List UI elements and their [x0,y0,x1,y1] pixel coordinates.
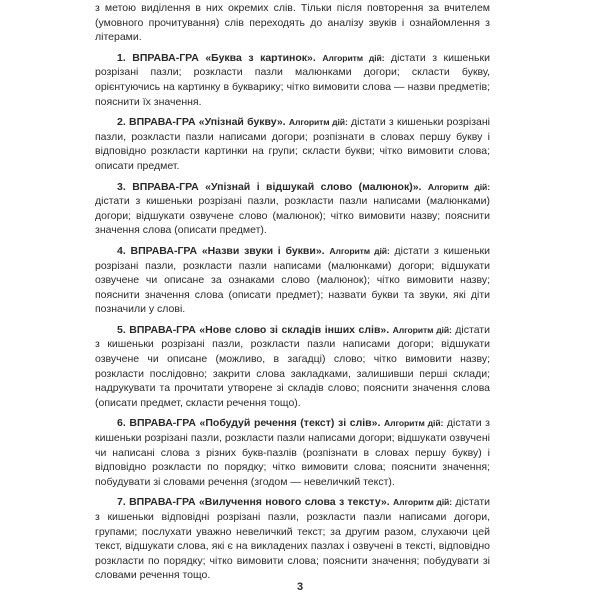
exercise-3-heading: 3. ВПРАВА-ГРА «Упізнай і відшукай слово (малюнок)». [117,180,422,193]
exercise-5-heading: 5. ВПРАВА-ГРА «Нове слово зі складів інших слів». [117,323,390,336]
exercise-3-algorithm-label: Алгоритм дій: [427,181,490,192]
exercise-4-body: дістати з кишеньки розрізані пазли, розкласти пазли написами (малюнками) догори; відшукати озвучене чи описане за ознаками слово (малюнок); чітко вимовити назву; пояснити значення слова (описати предмет); назвати букви та звуки, які діти позначили у слові. [95,244,490,316]
exercise-7 [95,495,490,583]
exercise-1 [95,51,490,109]
exercise-5-body: дістати з кишеньки розрізані пазли, розкласти пазли написами догори; відшукати озвучене чи описане (можливо, в загадці) слово; чітко вимовити назву; розкласти послідовно; закрити слова закладками, залишивши перші склади; надрукувати та прочитати утворене зі складів слово; пояснити значення слова (описати предмет, скласти речення тощо). [95,323,490,409]
exercise-5-algorithm-label: Алгоритм дій: [392,324,452,335]
exercise-5 [95,323,490,411]
intro-paragraph: з метою виділення в них окремих слів. Тільки після повторення за вчителем (умовного прочитування) слів переходять до аналізу звуків і ознайомлення з літерами. [95,2,490,44]
exercise-4-algorithm-label: Алгоритм дій: [329,245,390,256]
exercise-7-heading: 7. ВПРАВА-ГРА «Вилучення нового слова з тексту». [117,496,390,509]
exercise-4-heading: 4. ВПРАВА-ГРА «Назви звуки і букви». [117,244,325,257]
exercise-2-body: дістати з кишеньки розрізані пазли, розкласти пазли написами догори; розпізнати в словах першу букву і відповідно розкласти картинки на групи; скласти букви; чітко вимовити слова; описати предмет. [95,116,491,172]
exercise-6-body: дістати з кишеньки розрізані пазли, розкласти пазли написами догори; відшукати озвучені чи написані слова з різних букв-пазлів (розпізнати в словах першу букву) і відповідно розкласти по порядку; чітко вимовити слова; пояснити значення; побудувати зі словами речення (згодом — невеличкий текст). [95,417,491,488]
exercise-3 [95,180,490,238]
exercise-2-heading: 2. ВПРАВА-ГРА «Упізнай букву». [117,116,286,129]
page-number: 3 [296,581,304,593]
exercise-7-body: дістати з кишеньки відповідні розрізані пазли, розкласти пазли написами догори, групами; послухати уважно невеличкий текст; за другим разом, слухаючи цей текст, відшукати слова, які є на викладених пазлах і озвучені в тексті, відповідно розкласти по порядку; чітко вимовити слова; пояснити значення; побудувати зі словами речення тощо. [95,496,491,582]
exercise-1-algorithm-label: Алгоритм дій: [322,52,385,63]
exercise-2-algorithm-label: Алгоритм дій: [288,117,348,128]
exercise-6-algorithm-label: Алгоритм дій: [384,418,444,429]
exercise-3-body: дістати з кишеньки розрізані пазли, розкласти пазли написами (малюнками) догори; відшукати озвучене слово (малюнок); чітко вимовити назву; пояснити значення слова (описати предмет). [95,195,490,237]
exercise-2 [95,115,490,173]
exercise-7-algorithm-label: Алгоритм дій: [393,497,452,508]
page-body [95,0,490,583]
exercise-6 [95,416,490,489]
exercise-6-heading: 6. ВПРАВА-ГРА «Побудуй речення (текст) зі слів». [117,417,381,430]
exercise-4 [95,244,490,317]
exercise-1-body: дістати з кишеньки розрізані пазли; розкласти пазли малюнками догори; скласти букву, орієнтуючись на картинку в букварику; чітко вимовити слова — назви предметів; пояснити їх значення. [95,51,490,108]
exercise-1-heading: 1. ВПРАВА-ГРА «Буква з картинок». [117,51,316,64]
